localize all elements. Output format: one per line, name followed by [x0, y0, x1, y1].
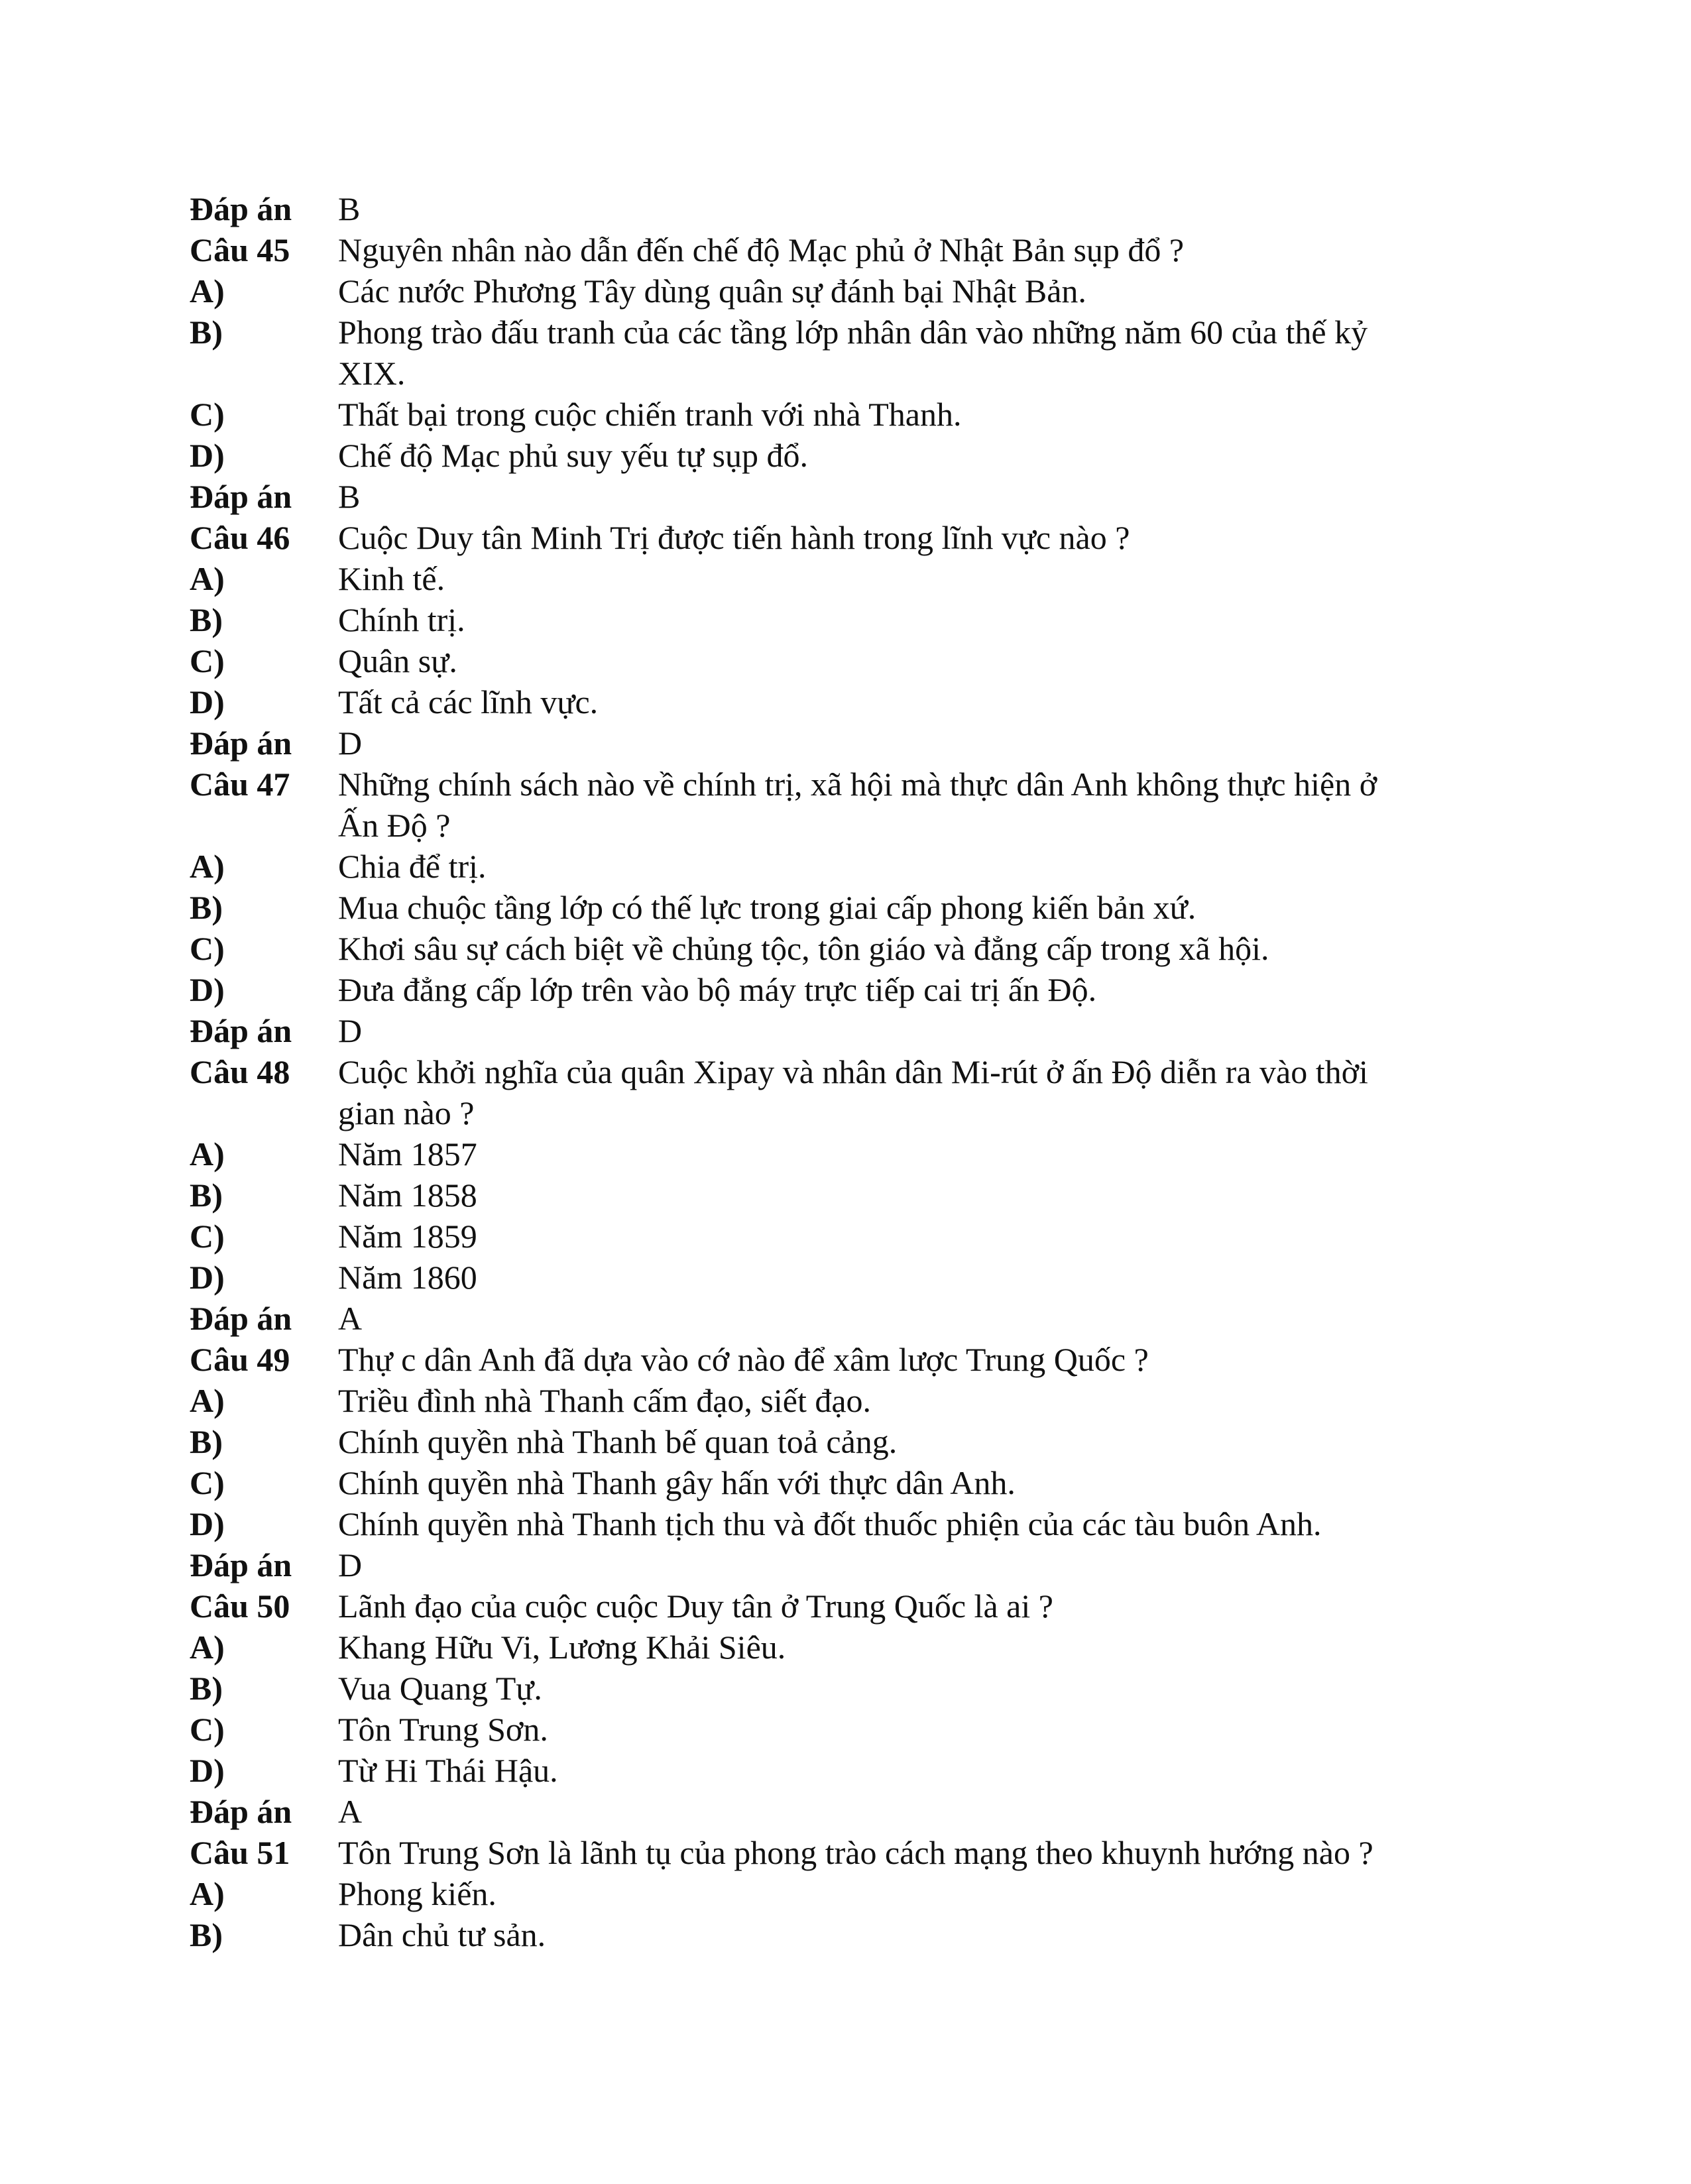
row-label: Đáp án: [190, 190, 292, 227]
row-label: C): [190, 1464, 225, 1501]
row-text: Quân sự.: [338, 642, 457, 679]
row-text: Triều đình nhà Thanh cấm đạo, siết đạo.: [338, 1382, 872, 1419]
row-label: B): [190, 1670, 223, 1707]
row-label: C): [190, 396, 225, 433]
row-label: A): [190, 272, 225, 310]
option-row: [190, 435, 1515, 476]
row-text: Chính quyền nhà Thanh bế quan toả cảng.: [338, 1423, 898, 1460]
row-text: Năm 1858: [338, 1177, 477, 1214]
question-row: [190, 1585, 1515, 1627]
row-label: D): [190, 971, 225, 1008]
row-text: Các nước Phương Tây dùng quân sự đánh bại Nhật Bản.: [338, 272, 1086, 310]
row-label: B): [190, 1177, 223, 1214]
option-row: [190, 1668, 1515, 1709]
row-text: Kinh tế.: [338, 560, 445, 597]
row-text: B: [338, 190, 361, 227]
row-label: C): [190, 1218, 225, 1255]
row-text: Thất bại trong cuộc chiến tranh với nhà Thanh.: [338, 396, 962, 433]
row-label: Câu 46: [190, 519, 290, 556]
row-label: Đáp án: [190, 1012, 292, 1049]
row-text: Thự c dân Anh đã dựa vào cớ nào để xâm lược Trung Quốc ?: [338, 1341, 1149, 1378]
question-row: [190, 1339, 1515, 1380]
row-label: A): [190, 560, 225, 597]
option-row: [190, 887, 1515, 928]
option-row: [190, 1421, 1515, 1462]
row-label: C): [190, 642, 225, 679]
option-row: [190, 846, 1515, 887]
document-page: [190, 188, 1515, 1955]
question-row: [190, 764, 1515, 846]
row-text: Lãnh đạo của cuộc cuộc Duy tân ở Trung Quốc là ai ?: [338, 1587, 1053, 1625]
row-label: Câu 47: [190, 766, 290, 803]
row-label: D): [190, 437, 225, 474]
row-label: Câu 50: [190, 1587, 290, 1625]
row-text: Năm 1859: [338, 1218, 477, 1255]
row-label: A): [190, 1875, 225, 1912]
row-label: D): [190, 1505, 225, 1542]
option-row: [190, 1873, 1515, 1914]
option-row: [190, 1503, 1515, 1544]
question-row: [190, 1051, 1515, 1133]
row-text: Dân chủ tư sản.: [338, 1916, 546, 1953]
row-label: Câu 51: [190, 1834, 290, 1871]
row-label: B): [190, 314, 223, 351]
row-text: Phong kiến.: [338, 1875, 496, 1912]
answer-row: [190, 1791, 1515, 1832]
row-text: Từ Hi Thái Hậu.: [338, 1752, 558, 1789]
row-text: Chia để trị.: [338, 848, 487, 885]
option-row: [190, 1914, 1515, 1955]
row-text: A: [338, 1300, 363, 1337]
row-label: Đáp án: [190, 724, 292, 762]
row-text: Cuộc khởi nghĩa của quân Xipay và nhân dân Mi-rút ở ấn Độ diễn ra vào thời gian nào ?: [338, 1053, 1368, 1131]
row-label: A): [190, 848, 225, 885]
option-row: [190, 599, 1515, 640]
row-text: D: [338, 724, 363, 762]
row-text: B: [338, 478, 361, 515]
option-row: [190, 1462, 1515, 1503]
row-text: Tôn Trung Sơn.: [338, 1711, 548, 1748]
option-row: [190, 312, 1515, 394]
row-text: Phong trào đấu tranh của các tầng lớp nhân dân vào những năm 60 của thế kỷ XIX.: [338, 314, 1368, 392]
row-label: C): [190, 1711, 225, 1748]
question-row: [190, 229, 1515, 270]
row-label: A): [190, 1382, 225, 1419]
row-label: Câu 48: [190, 1053, 290, 1090]
option-row: [190, 1380, 1515, 1421]
row-label: B): [190, 1423, 223, 1460]
row-label: B): [190, 1916, 223, 1953]
row-text: Đưa đẳng cấp lớp trên vào bộ máy trực tiếp cai trị ấn Độ.: [338, 971, 1097, 1008]
option-row: [190, 1133, 1515, 1175]
row-text: Chính trị.: [338, 601, 465, 638]
row-text: Chế độ Mạc phủ suy yếu tự sụp đổ.: [338, 437, 808, 474]
row-text: Tôn Trung Sơn là lãnh tụ của phong trào cách mạng theo khuynh hướng nào ?: [338, 1834, 1373, 1871]
option-row: [190, 1175, 1515, 1216]
row-text: Nguyên nhân nào dẫn đến chế độ Mạc phủ ở Nhật Bản sụp đổ ?: [338, 231, 1185, 268]
option-row: [190, 681, 1515, 722]
row-text: Cuộc Duy tân Minh Trị được tiến hành trong lĩnh vực nào ?: [338, 519, 1130, 556]
answer-row: [190, 722, 1515, 764]
row-text: Tất cả các lĩnh vực.: [338, 683, 599, 720]
answer-row: [190, 1544, 1515, 1585]
row-label: D): [190, 1752, 225, 1789]
row-label: Đáp án: [190, 1546, 292, 1583]
row-label: C): [190, 930, 225, 967]
answer-row: [190, 1010, 1515, 1051]
row-label: Câu 49: [190, 1341, 290, 1378]
option-row: [190, 394, 1515, 435]
question-row: [190, 1832, 1515, 1873]
row-text: Khang Hữu Vi, Lương Khải Siêu.: [338, 1629, 786, 1666]
row-text: Chính quyền nhà Thanh tịch thu và đốt thuốc phiện của các tàu buôn Anh.: [338, 1505, 1322, 1542]
row-label: Đáp án: [190, 478, 292, 515]
row-label: B): [190, 889, 223, 926]
option-row: [190, 928, 1515, 969]
answer-row: [190, 188, 1515, 229]
row-text: Vua Quang Tự.: [338, 1670, 542, 1707]
answer-row: [190, 1298, 1515, 1339]
row-text: Những chính sách nào về chính trị, xã hội mà thực dân Anh không thực hiện ở Ấn Độ ?: [338, 766, 1377, 844]
option-row: [190, 1627, 1515, 1668]
row-label: Câu 45: [190, 231, 290, 268]
row-label: A): [190, 1629, 225, 1666]
row-text: Năm 1860: [338, 1259, 477, 1296]
row-label: D): [190, 1259, 225, 1296]
option-row: [190, 1750, 1515, 1791]
row-label: A): [190, 1135, 225, 1173]
option-row: [190, 640, 1515, 681]
row-text: Năm 1857: [338, 1135, 477, 1173]
row-text: Chính quyền nhà Thanh gây hấn với thực dân Anh.: [338, 1464, 1016, 1501]
row-text: Khơi sâu sự cách biệt về chủng tộc, tôn giáo và đẳng cấp trong xã hội.: [338, 930, 1269, 967]
option-row: [190, 1257, 1515, 1298]
option-row: [190, 558, 1515, 599]
answer-row: [190, 476, 1515, 517]
row-label: D): [190, 683, 225, 720]
option-row: [190, 1709, 1515, 1750]
option-row: [190, 1216, 1515, 1257]
row-text: D: [338, 1546, 363, 1583]
row-text: D: [338, 1012, 363, 1049]
row-label: Đáp án: [190, 1300, 292, 1337]
row-label: Đáp án: [190, 1793, 292, 1830]
row-label: B): [190, 601, 223, 638]
option-row: [190, 969, 1515, 1010]
row-text: Mua chuộc tầng lớp có thế lực trong giai cấp phong kiến bản xứ.: [338, 889, 1196, 926]
option-row: [190, 270, 1515, 312]
question-row: [190, 517, 1515, 558]
row-text: A: [338, 1793, 363, 1830]
